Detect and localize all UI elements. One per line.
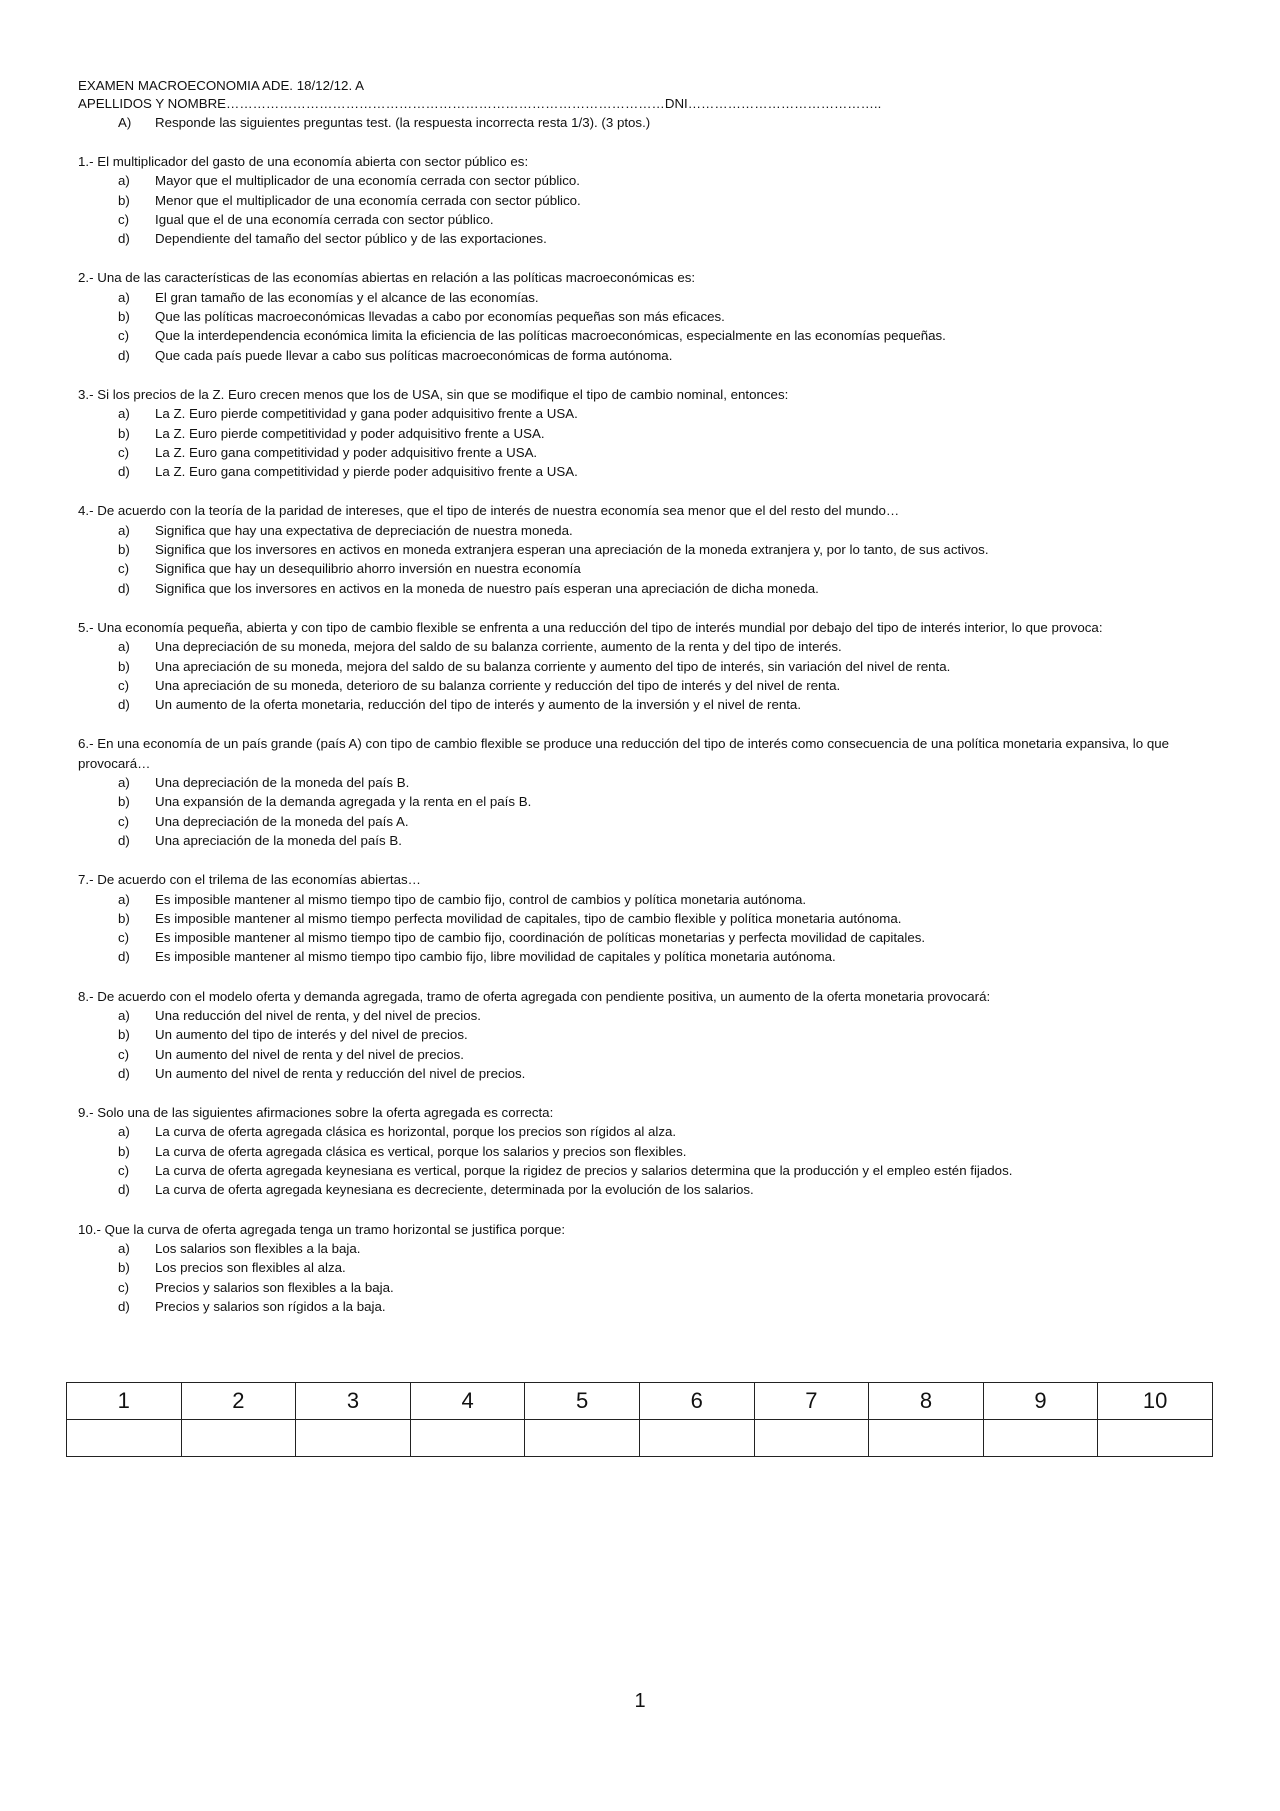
option [78,540,1213,559]
option-text: Una expansión de la demanda agregada y la renta en el país B. [155,794,532,810]
option-label: b) [118,425,130,441]
option [78,404,1213,423]
option-label: a) [118,1007,130,1023]
option [78,346,1213,365]
answer-column-header: 10 [1098,1383,1213,1420]
option [78,1239,1213,1258]
option [78,229,1213,248]
option-text: Una depreciación de la moneda del país B. [155,775,410,791]
option [78,1258,1213,1277]
answer-cell[interactable] [983,1420,1098,1457]
option-label: b) [118,1260,130,1276]
option-label: a) [118,522,130,538]
option-text: Una reducción del nivel de renta, y del nivel de precios. [155,1007,481,1023]
answer-cell[interactable] [181,1420,296,1457]
option-text: Un aumento del tipo de interés y del nivel de precios. [155,1027,468,1043]
option-label: c) [118,677,130,693]
answer-column-header: 1 [67,1383,182,1420]
answer-column-header: 7 [754,1383,869,1420]
option [78,1025,1213,1044]
option-text: Los salarios son flexibles a la baja. [155,1240,361,1256]
option-label: c) [118,1163,130,1179]
option-text: La curva de oferta agregada clásica es vertical, porque los salarios y precios son flexibles. [155,1143,687,1159]
question-text: 2.- Una de las características de las economías abiertas en relación a las políticas macroeconómicas es: [78,270,696,286]
option-text: Es imposible mantener al mismo tiempo tipo de cambio fijo, control de cambios y política monetaria autónoma. [155,891,807,907]
option-text: Una depreciación de la moneda del país A. [155,813,409,829]
option-label: b) [118,1027,130,1043]
option-text: Que cada país puede llevar a cabo sus políticas macroeconómicas de forma autónoma. [155,347,673,363]
answer-column-header: 9 [983,1383,1098,1420]
option [78,1278,1213,1297]
option [78,1045,1213,1064]
option [78,288,1213,307]
option-label: b) [118,794,130,810]
answer-cell[interactable] [869,1420,984,1457]
option-label: c) [118,328,130,344]
option-text: Los precios son flexibles al alza. [155,1260,346,1276]
answer-cell[interactable] [525,1420,640,1457]
option-text: Que la interdependencia económica limita la eficiencia de las políticas macroeconómicas, especialmente en las economías pequeñas. [155,328,946,344]
option-label: a) [118,1240,130,1256]
option-label: b) [118,542,130,558]
option-text: La Z. Euro pierde competitividad y poder adquisitivo frente a USA. [155,425,545,441]
question-text: 1.- El multiplicador del gasto de una economía abierta con sector público es: [78,154,529,169]
answer-table [66,1382,1213,1457]
option [78,1161,1213,1180]
option [78,928,1213,947]
page-number: 1 [634,1690,646,1712]
option-text: Una apreciación de su moneda, deterioro de su balanza corriente y reducción del tipo de interés y del nivel de renta. [155,677,841,693]
question [78,618,1213,714]
question [78,734,1213,850]
option-text: Un aumento de la oferta monetaria, reducción del tipo de interés y aumento de la inversión y el nivel de renta. [155,697,802,713]
option-label: a) [118,289,130,305]
option-text: Mayor que el multiplicador de una economía cerrada con sector público. [155,173,580,189]
option-label: c) [118,930,130,946]
option [78,326,1213,345]
question-text: 4.- De acuerdo con la teoría de la paridad de intereses, que el tipo de interés de nuestra economía sea menor que el del resto del mundo… [78,503,900,519]
option-text: Un aumento del nivel de renta y reducción del nivel de precios. [155,1065,526,1081]
option [78,559,1213,578]
option [78,424,1213,443]
option-text: Una depreciación de su moneda, mejora del saldo de su balanza corriente, aumento de la renta y del tipo de interés. [155,639,842,655]
option-label: a) [118,1124,130,1140]
instructions-label: A) [118,115,132,130]
exam-title: EXAMEN MACROECONOMIA ADE. 18/12/12. A [78,78,364,93]
option-label: c) [118,1279,130,1295]
answer-table-header-row [67,1383,1213,1420]
option-text: Un aumento del nivel de renta y del nivel de precios. [155,1046,464,1062]
option-text: Dependiente del tamaño del sector público y de las exportaciones. [155,231,547,247]
question [78,501,1213,597]
option-text: La Z. Euro pierde competitividad y gana poder adquisitivo frente a USA. [155,406,578,422]
option-label: d) [118,580,130,596]
option-label: a) [118,639,130,655]
option [78,909,1213,928]
answer-column-header: 4 [410,1383,525,1420]
question-text: 9.- Solo una de las siguientes afirmaciones sobre la oferta agregada es correcta: [78,1105,554,1121]
option-text: Significa que hay una expectativa de depreciación de nuestra moneda. [155,522,573,538]
option-label: c) [118,813,130,829]
option [78,676,1213,695]
option [78,579,1213,598]
question [78,152,1213,248]
option-text: Es imposible mantener al mismo tiempo tipo de cambio fijo, coordinación de políticas monetarias y perfecta movilidad de capitales. [155,930,926,946]
option-label: a) [118,775,130,791]
answer-column-header: 3 [296,1383,411,1420]
option-label: c) [118,444,130,460]
option [78,171,1213,190]
option [78,443,1213,462]
answer-cell[interactable] [1098,1420,1213,1457]
option [78,812,1213,831]
answer-cell[interactable] [754,1420,869,1457]
option [78,947,1213,966]
option [78,1064,1213,1083]
question-text: 10.- Que la curva de oferta agregada tenga un tramo horizontal se justifica porque: [78,1221,566,1237]
option [78,462,1213,481]
option-label: a) [118,891,130,907]
option-text: Igual que el de una economía cerrada con sector público. [155,211,494,227]
option-label: b) [118,910,130,926]
option-text: Menor que el multiplicador de una economía cerrada con sector público. [155,192,581,208]
option [78,695,1213,714]
option-text: Una apreciación de su moneda, mejora del saldo de su balanza corriente y aumento del tipo de interés, sin variación del nivel de renta. [155,658,951,674]
option-text: Precios y salarios son rígidos a la baja. [155,1298,386,1314]
option-label: d) [118,1065,130,1081]
option [78,773,1213,792]
question-text: 5.- Una economía pequeña, abierta y con tipo de cambio flexible se enfrenta a una reducción del tipo de interés mundial por debajo del tipo de interés interior, lo que provoca: [78,619,1103,635]
instructions-text: Responde las siguientes preguntas test. (la respuesta incorrecta resta 1/3). (3 ptos.) [155,115,651,130]
option [78,1006,1213,1025]
answer-table-input-row [67,1420,1213,1457]
option-label: a) [118,406,130,422]
option-label: d) [118,464,130,480]
option-label: b) [118,192,130,208]
question [78,1220,1213,1316]
option-text: El gran tamaño de las economías y el alcance de las economías. [155,289,539,305]
question-text: 6.- En una economía de un país grande (país A) con tipo de cambio flexible se produce una reducción del tipo de interés como consecuencia de una política monetaria expansiva, lo que provocará… [78,736,1170,771]
option-text: La curva de oferta agregada clásica es horizontal, porque los precios son rígidos al alza. [155,1124,677,1140]
option [78,1180,1213,1199]
option-text: La curva de oferta agregada keynesiana es decreciente, determinada por la evolución de los salarios. [155,1182,754,1198]
option-text: Significa que los inversores en activos en moneda extranjera esperan una apreciación de la moneda extranjera y, por lo tanto, de sus activos. [155,542,989,558]
option [78,890,1213,909]
option-text: Una apreciación de la moneda del país B. [155,832,402,848]
option-label: d) [118,347,130,363]
question [78,385,1213,481]
instructions [118,113,1213,132]
option-text: Significa que los inversores en activos en la moneda de nuestro país esperan una apreciación de dicha moneda. [155,580,819,596]
answer-column-header: 8 [869,1383,984,1420]
option-text: La Z. Euro gana competitividad y pierde poder adquisitivo frente a USA. [155,464,578,480]
option-label: d) [118,697,130,713]
option-label: a) [118,173,130,189]
option-label: d) [118,1182,130,1198]
option-text: La curva de oferta agregada keynesiana es vertical, porque la rigidez de precios y salarios determina que la producción y el empleo estén fijados. [155,1163,1013,1179]
option [78,1122,1213,1141]
option [78,210,1213,229]
option-label: c) [118,1046,130,1062]
option [78,191,1213,210]
answer-column-header: 6 [639,1383,754,1420]
answer-column-header: 5 [525,1383,640,1420]
option-label: d) [118,1298,130,1314]
question [78,1103,1213,1199]
option [78,1142,1213,1161]
question-text: 3.- Si los precios de la Z. Euro crecen menos que los de USA, sin que se modifique el tipo de cambio nominal, entonces: [78,386,789,402]
option-text: Significa que hay un desequilibrio ahorro inversión en nuestra economía [155,561,581,577]
question [78,870,1213,966]
name-dni-line: APELLIDOS Y NOMBRE………………………………………………………………………………………DNI…………………………………….. [78,96,882,111]
option [78,637,1213,656]
option-label: b) [118,309,130,325]
option [78,792,1213,811]
option-text: Es imposible mantener al mismo tiempo tipo cambio fijo, libre movilidad de capitales y política monetaria autónoma. [155,949,836,965]
option [78,1297,1213,1316]
answer-column-header: 2 [181,1383,296,1420]
option-text: Es imposible mantener al mismo tiempo perfecta movilidad de capitales, tipo de cambio flexible y política monetaria autónoma. [155,910,902,926]
option-label: c) [118,561,130,577]
option [78,831,1213,850]
answer-cell[interactable] [296,1420,411,1457]
question-text: 8.- De acuerdo con el modelo oferta y demanda agregada, tramo de oferta agregada con pendiente positiva, un aumento de la oferta monetaria provocará: [78,988,991,1004]
answer-cell[interactable] [639,1420,754,1457]
option-label: b) [118,658,130,674]
option-text: Que las políticas macroeconómicas llevadas a cabo por economías pequeñas son más eficaces. [155,309,725,325]
option-label: b) [118,1143,130,1159]
option-text: La Z. Euro gana competitividad y poder adquisitivo frente a USA. [155,444,538,460]
option-label: d) [118,832,130,848]
answer-cell[interactable] [67,1420,182,1457]
option [78,307,1213,326]
option-label: c) [118,211,130,227]
questions-list [78,152,1213,1316]
exam-page [78,77,1213,1316]
option-text: Precios y salarios son flexibles a la baja. [155,1279,394,1295]
question [78,987,1213,1083]
question [78,268,1213,364]
option [78,521,1213,540]
option-label: d) [118,949,130,965]
option-label: d) [118,231,130,247]
option [78,657,1213,676]
question-text: 7.- De acuerdo con el trilema de las economías abiertas… [78,872,421,888]
answer-cell[interactable] [410,1420,525,1457]
